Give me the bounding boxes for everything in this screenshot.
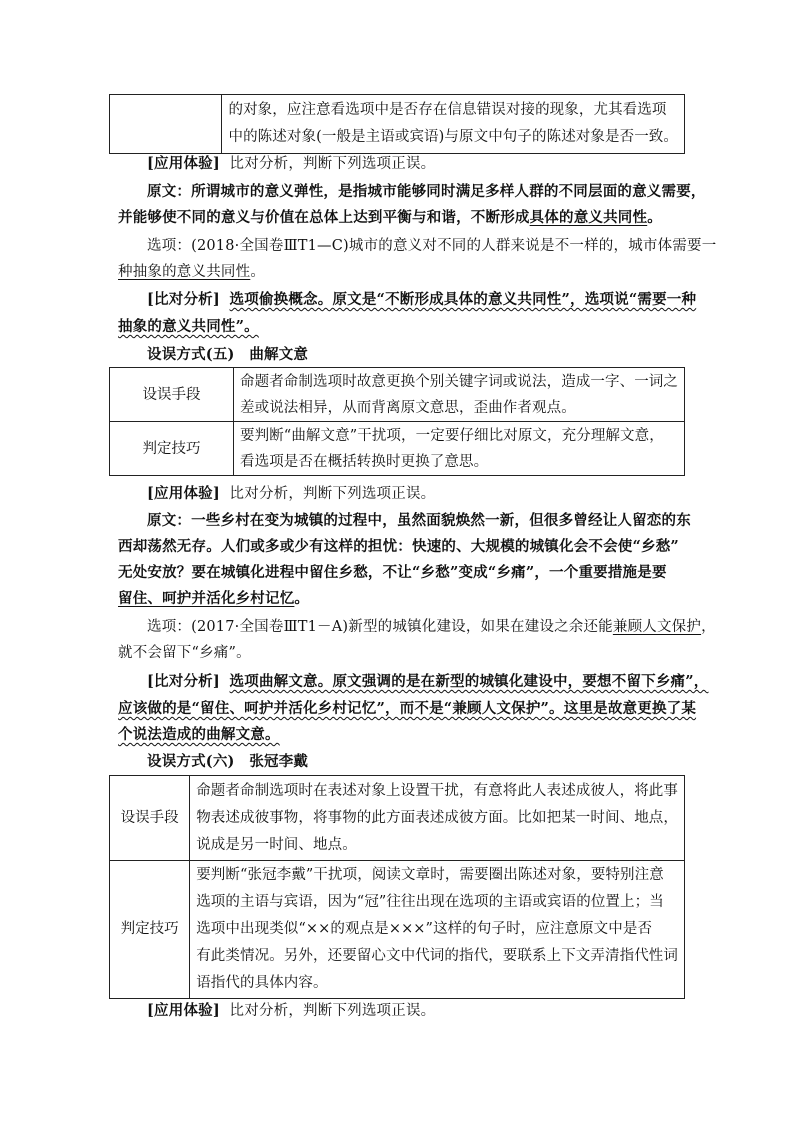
option-line: 选项：(2018·全国卷ⅢT1—C)城市的意义对不同的人群来说是不一样的，城市体需要一 (147, 238, 717, 254)
analysis-tag: [比对分析] (147, 673, 220, 690)
underlined-phrase: 种抽象的意义共同性 (118, 264, 251, 280)
method-table (109, 367, 685, 476)
table-row (110, 776, 685, 861)
section-heading: 设误方式(六) 张冠李戴 (147, 753, 309, 770)
analysis-line (147, 672, 708, 692)
original-text-segment: 并能够使不同的意义与价值在总体上达到平衡与和谐，不断形成 (118, 209, 530, 226)
table-text-line: 差或说法相异，从而背离原文意思，歪曲作者观点。 (240, 399, 576, 416)
analysis-text: 应该做的是“留住、呵护并活化乡村记忆”，而不是“兼顾人文保护”。这里是故意更换了某 (118, 700, 697, 717)
table-label-cell: 判定技巧 (110, 422, 234, 476)
analysis-line (118, 725, 280, 745)
table-text-line: 要判断“曲解文意”干扰项，一定要仔细比对原文，充分理解文意， (240, 427, 664, 444)
table-text-line: 物表述成彼事物，将事物的此方面表述成彼方面。比如把某一时间、地点， (196, 809, 678, 826)
practice-tag: [应用体验] (147, 485, 220, 502)
original-text-segment: 。 (647, 209, 662, 226)
analysis-line (147, 290, 696, 310)
option-text-segment: 。 (250, 264, 266, 280)
original-text-line (118, 589, 309, 609)
analysis-tag: [比对分析] (147, 291, 220, 308)
table-text-cell (234, 368, 685, 422)
practice-tag: [应用体验] (147, 155, 220, 172)
original-text-line (118, 208, 662, 228)
analysis-text: 选项曲解文意。原文强调的是在新型的城镇化建设中，要想不留下乡痛”， (229, 673, 709, 690)
analysis-line (118, 699, 696, 719)
table-text-cell (190, 776, 685, 861)
table-row (110, 422, 685, 476)
table-text-line: 语指代的具体内容。 (196, 975, 328, 991)
practice-line (147, 484, 435, 504)
section-heading: 设误方式(五) 曲解文意 (147, 346, 309, 363)
table-label-cell: 设误手段 (110, 368, 234, 422)
option-line: 就不会留下“乡痛”。 (118, 645, 251, 661)
table-text-cell (234, 422, 685, 476)
table-text-line: 命题者命制选项时在表述对象上设置干扰，有意将此人表述成彼人，将此事 (196, 782, 678, 799)
underlined-phrase: 留住、呵护并活化乡村记忆 (118, 590, 295, 607)
table-label-cell: 设误手段 (110, 776, 190, 861)
underlined-phrase: 兼顾人文保护 (612, 619, 702, 635)
underlined-phrase: 具体的意义共同性 (529, 209, 648, 226)
table-text-line: 选项中出现类似“××的观点是×××”这样的句子时，应注意原文中是否 (196, 921, 653, 937)
original-text-line: 原文：一些乡村在变为城镇的过程中，虽然面貌焕然一新，但很多曾经让人留恋的东 (147, 512, 691, 529)
table-text-line: 看选项是否在概括转换时更换了意思。 (240, 453, 489, 470)
table-text-line: 说成是另一时间、地点。 (196, 836, 357, 853)
table-text-line: 命题者命制选项时故意更换个别关键字词或说法，造成一字、一词之 (240, 373, 678, 390)
practice-line (147, 1001, 435, 1021)
option-line (118, 262, 265, 282)
practice-tag: [应用体验] (147, 1002, 220, 1019)
top-table (109, 94, 685, 154)
table-label-cell-empty (110, 95, 222, 154)
analysis-text: 选项偷换概念。原文是“不断形成具体的意义共同性”，选项说“需要一种 (229, 291, 697, 308)
table-text-line: 要判断“张冠李戴”干扰项，阅读文章时，需要圈出陈述对象，要特别注意 (196, 867, 664, 883)
table-text-cell (222, 95, 685, 154)
practice-line (147, 154, 435, 174)
analysis-line (118, 317, 259, 337)
option-line (147, 617, 716, 637)
table-label-cell: 判定技巧 (110, 861, 190, 999)
original-text-line: 无处安放？要在城镇化进程中留住乡愁，不让“乡愁”变成“乡痛”，一个重要措施是要 (118, 564, 667, 581)
table-text-cell (190, 861, 685, 999)
table-text-line: 选项的主语与宾语，因为“冠”往往出现在选项的主语或宾语的位置上；当 (196, 894, 664, 910)
method-table (109, 775, 685, 999)
original-text-line: 西却荡然无存。人们或多或少有这样的担忧：快速的、大规模的城镇化会不会使“乡愁” (118, 538, 679, 555)
original-text-line: 原文：所谓城市的意义弹性，是指城市能够同时满足多样人群的不同层面的意义需要， (147, 183, 706, 200)
option-text-segment: ， (701, 619, 716, 635)
analysis-text: 个说法造成的曲解文意。 (118, 726, 280, 743)
table-text-line: 中的陈述对象(一般是主语或宾语)与原文中句子的陈述对象是否一致。 (228, 129, 678, 145)
analysis-text: 抽象的意义共同性”。 (118, 318, 259, 335)
table-row (110, 861, 685, 999)
practice-instruction: 比对分析，判断下列选项正误。 (229, 1003, 436, 1019)
practice-instruction: 比对分析，判断下列选项正误。 (229, 486, 436, 502)
original-text-segment: 。 (294, 590, 310, 607)
table-text-line: 有此类情况。另外，还要留心文中代词的指代，要联系上下文弄清指代性词 (196, 948, 678, 964)
table-row (110, 95, 685, 154)
practice-instruction: 比对分析，判断下列选项正误。 (229, 156, 436, 172)
option-text-segment: 选项：(2017·全国卷ⅢT1－A)新型的城镇化建设，如果在建设之余还能 (147, 619, 613, 635)
table-text-line: 的对象，应注意看选项中是否存在信息错误对接的现象，尤其看选项 (228, 102, 667, 118)
table-row (110, 368, 685, 422)
